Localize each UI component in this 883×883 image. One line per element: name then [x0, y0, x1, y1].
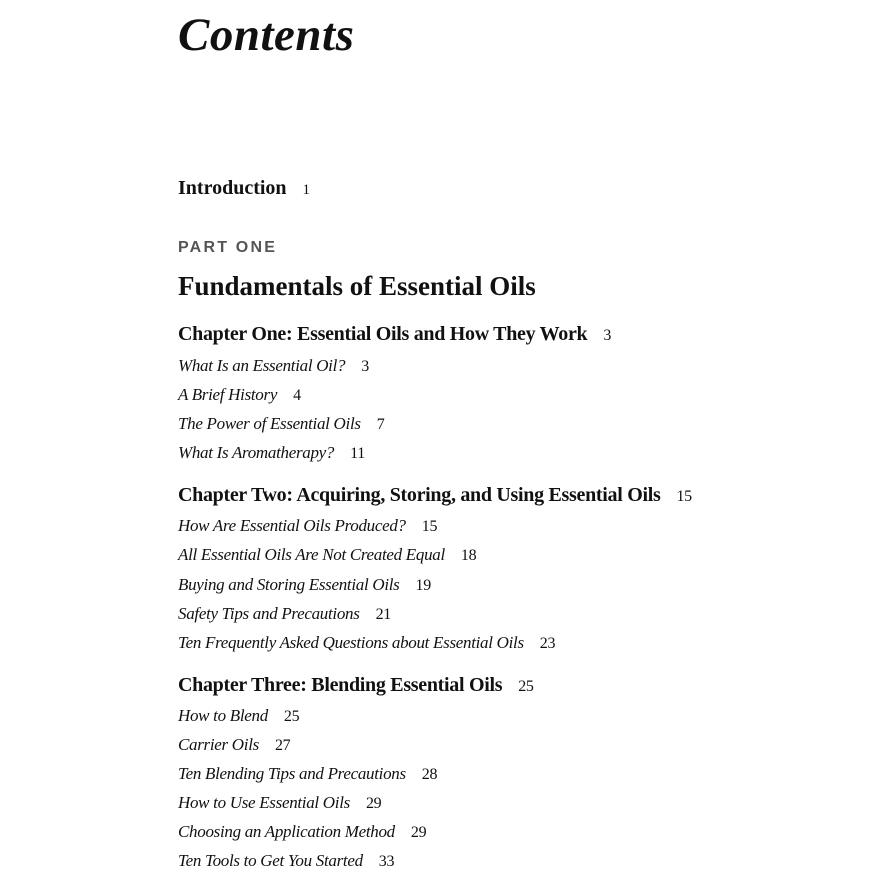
- toc-page-number: 33: [378, 853, 395, 870]
- toc-section[interactable]: [178, 633, 555, 653]
- toc-section[interactable]: [178, 851, 394, 871]
- section-title: Ten Blending Tips and Precautions: [178, 764, 406, 783]
- toc-page-number: 29: [410, 824, 427, 841]
- section-title: How to Blend: [178, 706, 268, 725]
- section-title: How to Use Essential Oils: [178, 793, 350, 812]
- toc-page-number: 1: [302, 182, 311, 198]
- section-title: All Essential Oils Are Not Created Equal: [178, 545, 445, 564]
- part-label: PART ONE: [178, 239, 278, 256]
- part-title: Fundamentals of Essential Oils: [178, 271, 536, 301]
- toc-section[interactable]: [178, 793, 381, 813]
- toc-section[interactable]: [178, 822, 426, 842]
- toc-page-number: 15: [421, 518, 438, 535]
- toc-page-number: 3: [361, 358, 369, 375]
- section-title: Choosing an Application Method: [178, 822, 395, 841]
- toc-section[interactable]: [178, 604, 391, 624]
- chapter-title: Chapter One: Essential Oils and How They Work: [178, 323, 588, 345]
- toc-page-number: 28: [421, 766, 438, 783]
- toc-page-number: 25: [283, 708, 300, 725]
- section-title: The Power of Essential Oils: [178, 414, 361, 433]
- section-title: Safety Tips and Precautions: [178, 604, 360, 623]
- toc-chapter-three[interactable]: [178, 674, 534, 697]
- toc-page-number: 29: [365, 795, 382, 812]
- toc-page-number: 15: [676, 488, 692, 505]
- chapter-title: Chapter Two: Acquiring, Storing, and Using Essential Oils: [178, 484, 661, 506]
- toc-page-number: 27: [274, 737, 291, 754]
- toc-section[interactable]: [178, 545, 476, 565]
- section-title: Ten Frequently Asked Questions about Essential Oils: [178, 633, 524, 652]
- toc-page-number: 7: [376, 416, 385, 433]
- section-title: Buying and Storing Essential Oils: [178, 575, 400, 594]
- toc-page-number: 11: [350, 445, 365, 462]
- toc-page-number: 21: [375, 606, 391, 623]
- toc-page-number: 4: [293, 387, 301, 404]
- toc-section[interactable]: [178, 735, 290, 755]
- chapter-title: Chapter Three: Blending Essential Oils: [178, 674, 503, 696]
- section-title: How Are Essential Oils Produced?: [178, 516, 406, 535]
- section-title: What Is an Essential Oil?: [178, 356, 346, 375]
- toc-entry-title: Introduction: [178, 177, 287, 199]
- toc-section[interactable]: [178, 385, 301, 405]
- toc-section[interactable]: [178, 414, 384, 434]
- section-title: What Is Aromatherapy?: [178, 443, 335, 462]
- page-title: Contents: [178, 9, 355, 61]
- toc-section[interactable]: [178, 575, 431, 595]
- toc-section[interactable]: [178, 443, 365, 463]
- section-title: Carrier Oils: [178, 735, 259, 754]
- toc-entry-introduction[interactable]: [178, 177, 310, 200]
- toc-page-number: 18: [460, 547, 477, 564]
- section-title: A Brief History: [178, 385, 278, 404]
- toc-section[interactable]: [178, 706, 299, 726]
- toc-page-number: 3: [603, 327, 612, 344]
- toc-page-number: 19: [415, 577, 431, 594]
- toc-section[interactable]: [178, 356, 369, 376]
- toc-page-number: 23: [539, 635, 556, 652]
- section-title: Ten Tools to Get You Started: [178, 851, 363, 870]
- toc-chapter-two[interactable]: [178, 484, 692, 507]
- toc-chapter-one[interactable]: [178, 323, 611, 346]
- toc-page-number: 25: [518, 678, 534, 695]
- toc-section[interactable]: [178, 516, 437, 536]
- toc-section[interactable]: [178, 764, 437, 784]
